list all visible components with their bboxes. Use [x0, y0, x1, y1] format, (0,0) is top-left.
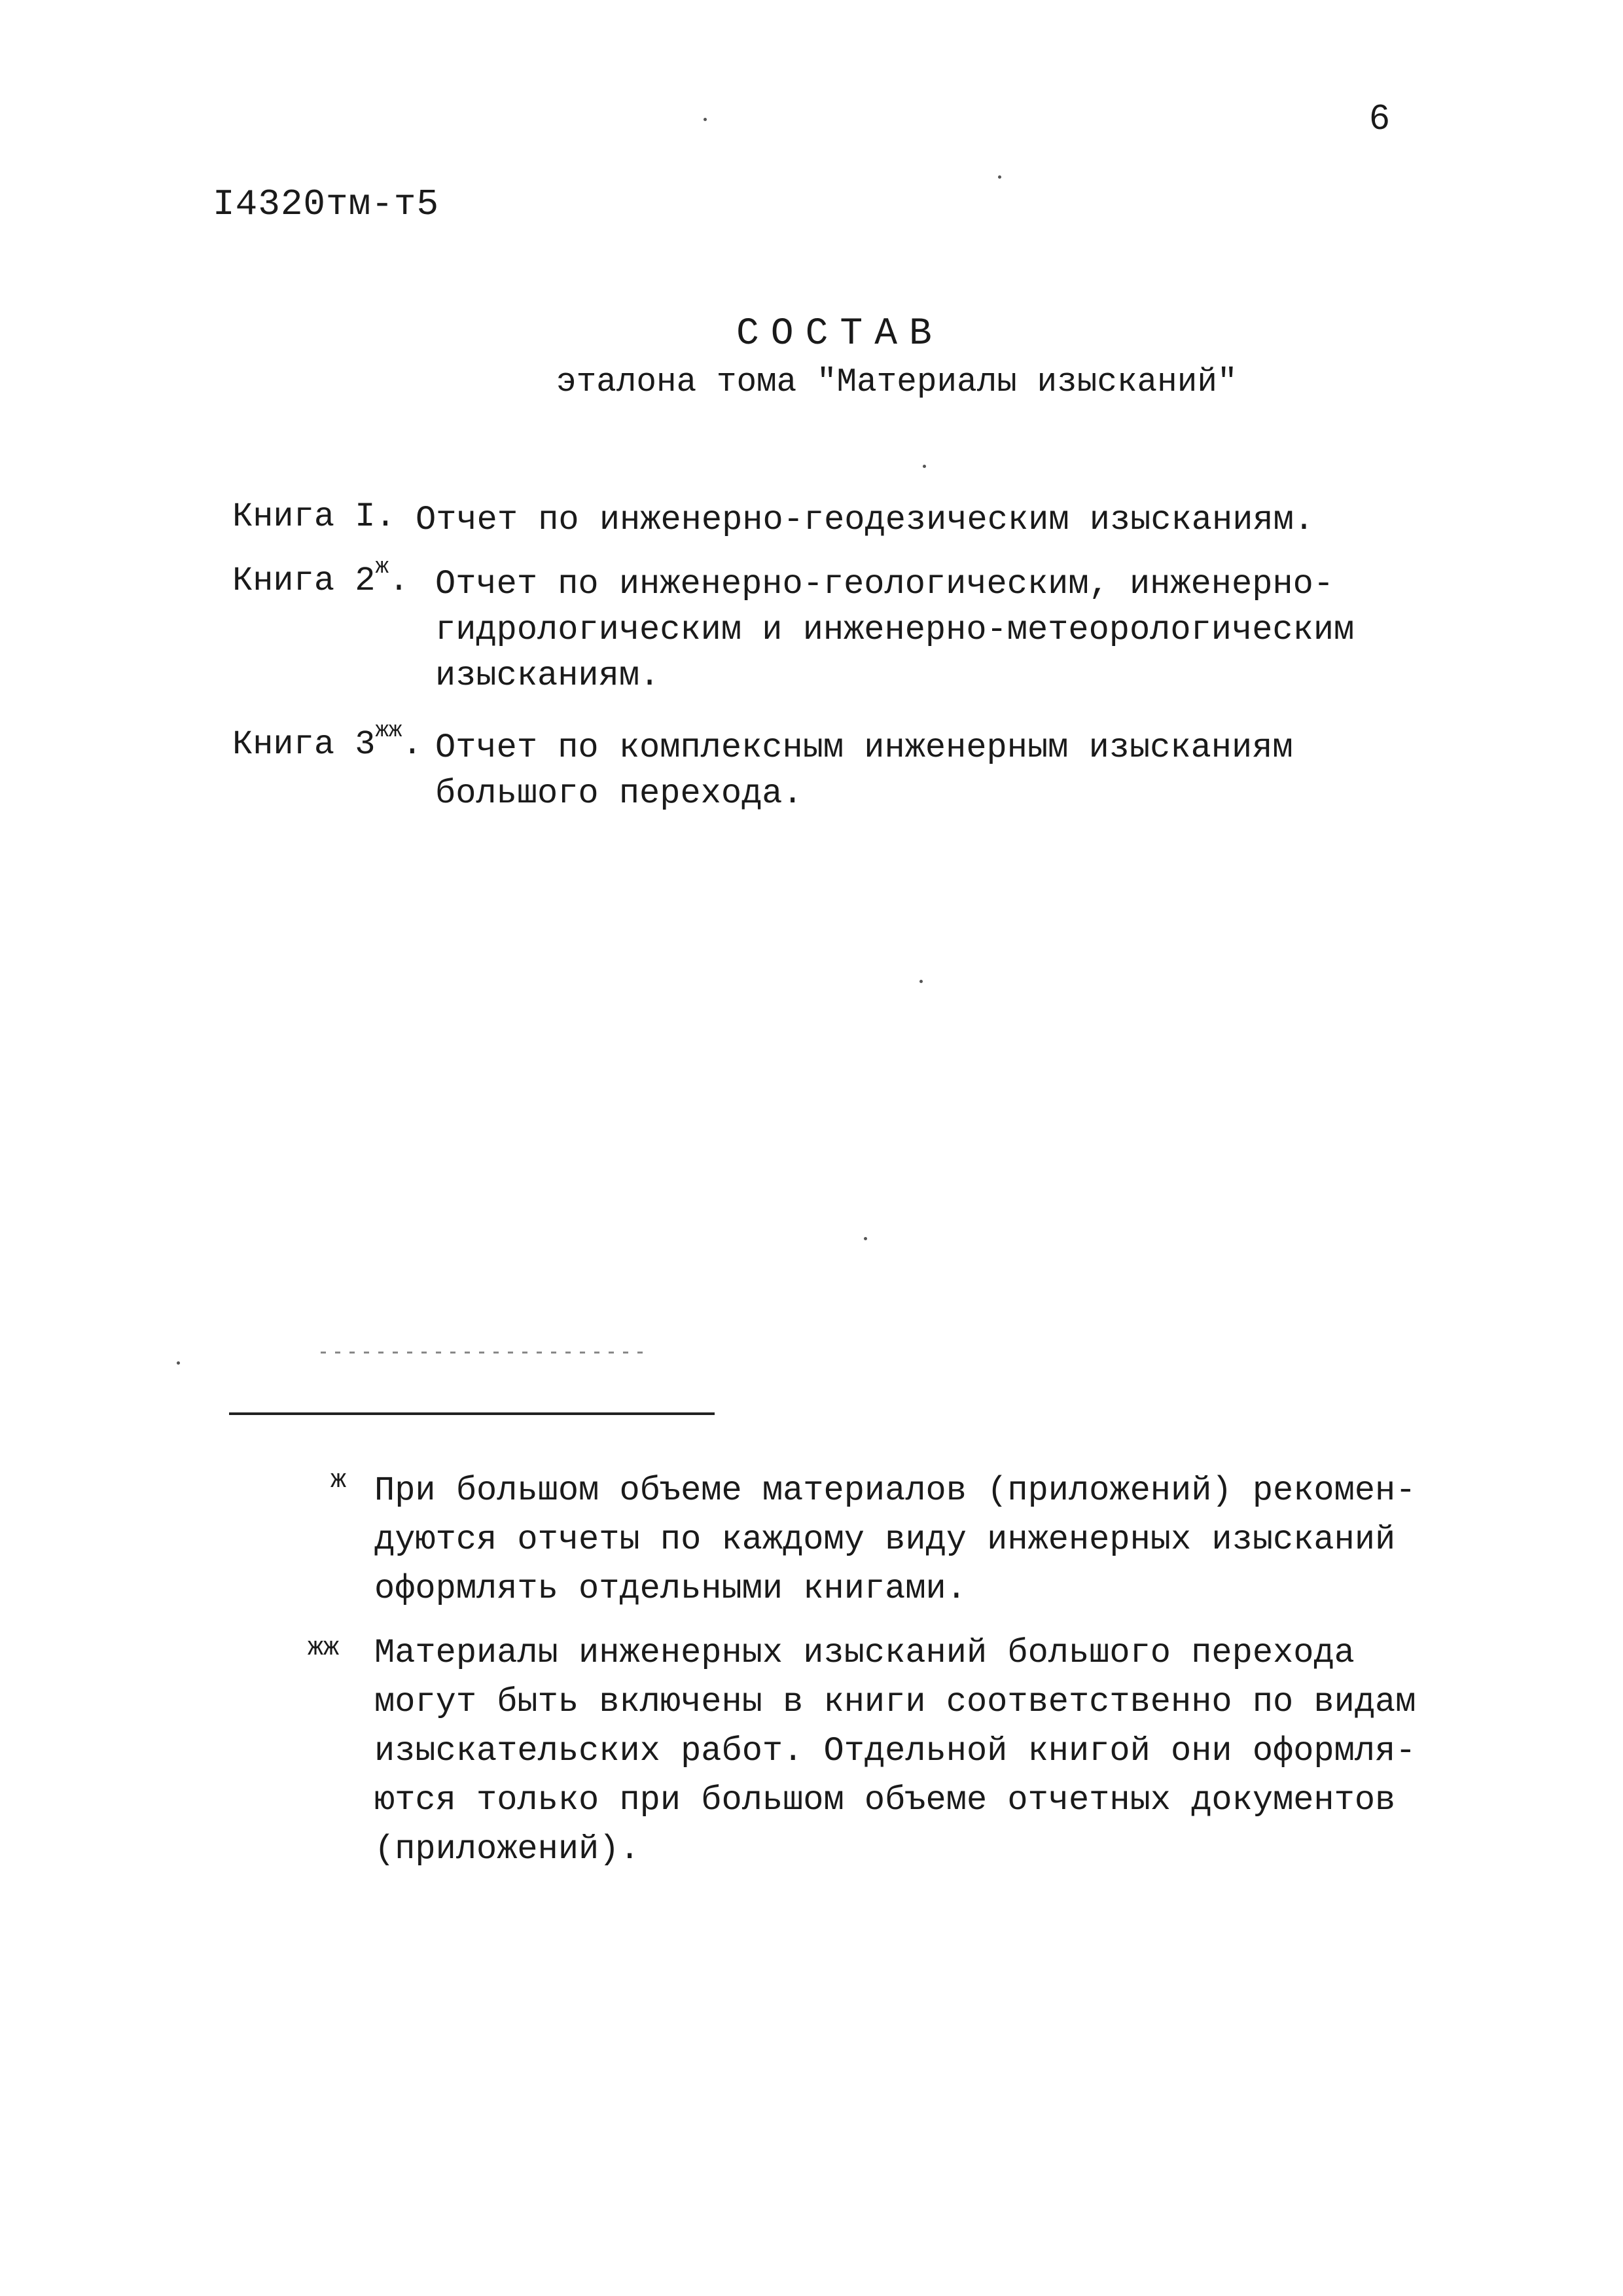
footnote-line: При большом объеме материалов (приложений) рекомен- — [374, 1471, 1416, 1510]
book-line: гидрологическим и инженерно-метеорологическим — [435, 611, 1355, 649]
footnote-separator — [229, 1412, 715, 1415]
footnote-line: могут быть включены в книги соответственно по видам — [374, 1683, 1416, 1721]
book-line: Отчет по инженерно-геодезическим изысканиям. — [416, 501, 1315, 539]
scan-speck — [919, 980, 923, 983]
book-description — [435, 562, 1354, 699]
footnote-text — [374, 1466, 1416, 1613]
book-line: Отчет по инженерно-геологическим, инженерно- — [435, 565, 1334, 603]
footnote-marker: жж — [308, 1634, 340, 1663]
page-title: СОСТАВ — [736, 313, 944, 355]
book-line: Отчет по комплексным инженерным изысканиям — [435, 728, 1293, 767]
book-label: Книга $2^ж$. — [232, 555, 410, 600]
scan-speck — [923, 465, 926, 468]
book-label: Книга I. — [232, 497, 396, 536]
footnote-line: ются только при большом объеме отчетных документов — [374, 1781, 1396, 1820]
page-subtitle: эталона тома "Материалы изысканий" — [556, 364, 1238, 401]
footnote-line: оформлять отдельными книгами. — [374, 1570, 967, 1608]
book-description — [435, 725, 1293, 817]
book-description — [416, 497, 1314, 543]
footnote-line: Материалы инженерных изысканий большого перехода — [374, 1634, 1355, 1672]
scan-speck — [864, 1237, 867, 1240]
footnote-line: изыскательских работ. Отдельной книгой они оформля- — [374, 1732, 1416, 1770]
footnote-marker: жж — [375, 719, 402, 744]
footnote-marker: ж — [375, 555, 389, 580]
book-label: Книга $3^{жж}$. — [232, 719, 423, 764]
book-line: большого перехода. — [435, 774, 803, 813]
scan-speck — [998, 175, 1001, 179]
scan-speck — [321, 1352, 648, 1354]
page-number: 6 — [1370, 98, 1390, 137]
footnote-marker: ж — [330, 1466, 347, 1496]
footnote-text — [374, 1628, 1416, 1874]
document-code: I4320тм-т5 — [213, 183, 440, 225]
footnote-line: (приложений). — [374, 1830, 640, 1869]
footnote-line: дуются отчеты по каждому виду инженерных изысканий — [374, 1520, 1396, 1559]
scan-speck — [177, 1361, 180, 1365]
book-line: изысканиям. — [435, 656, 660, 695]
scan-speck — [704, 118, 707, 121]
